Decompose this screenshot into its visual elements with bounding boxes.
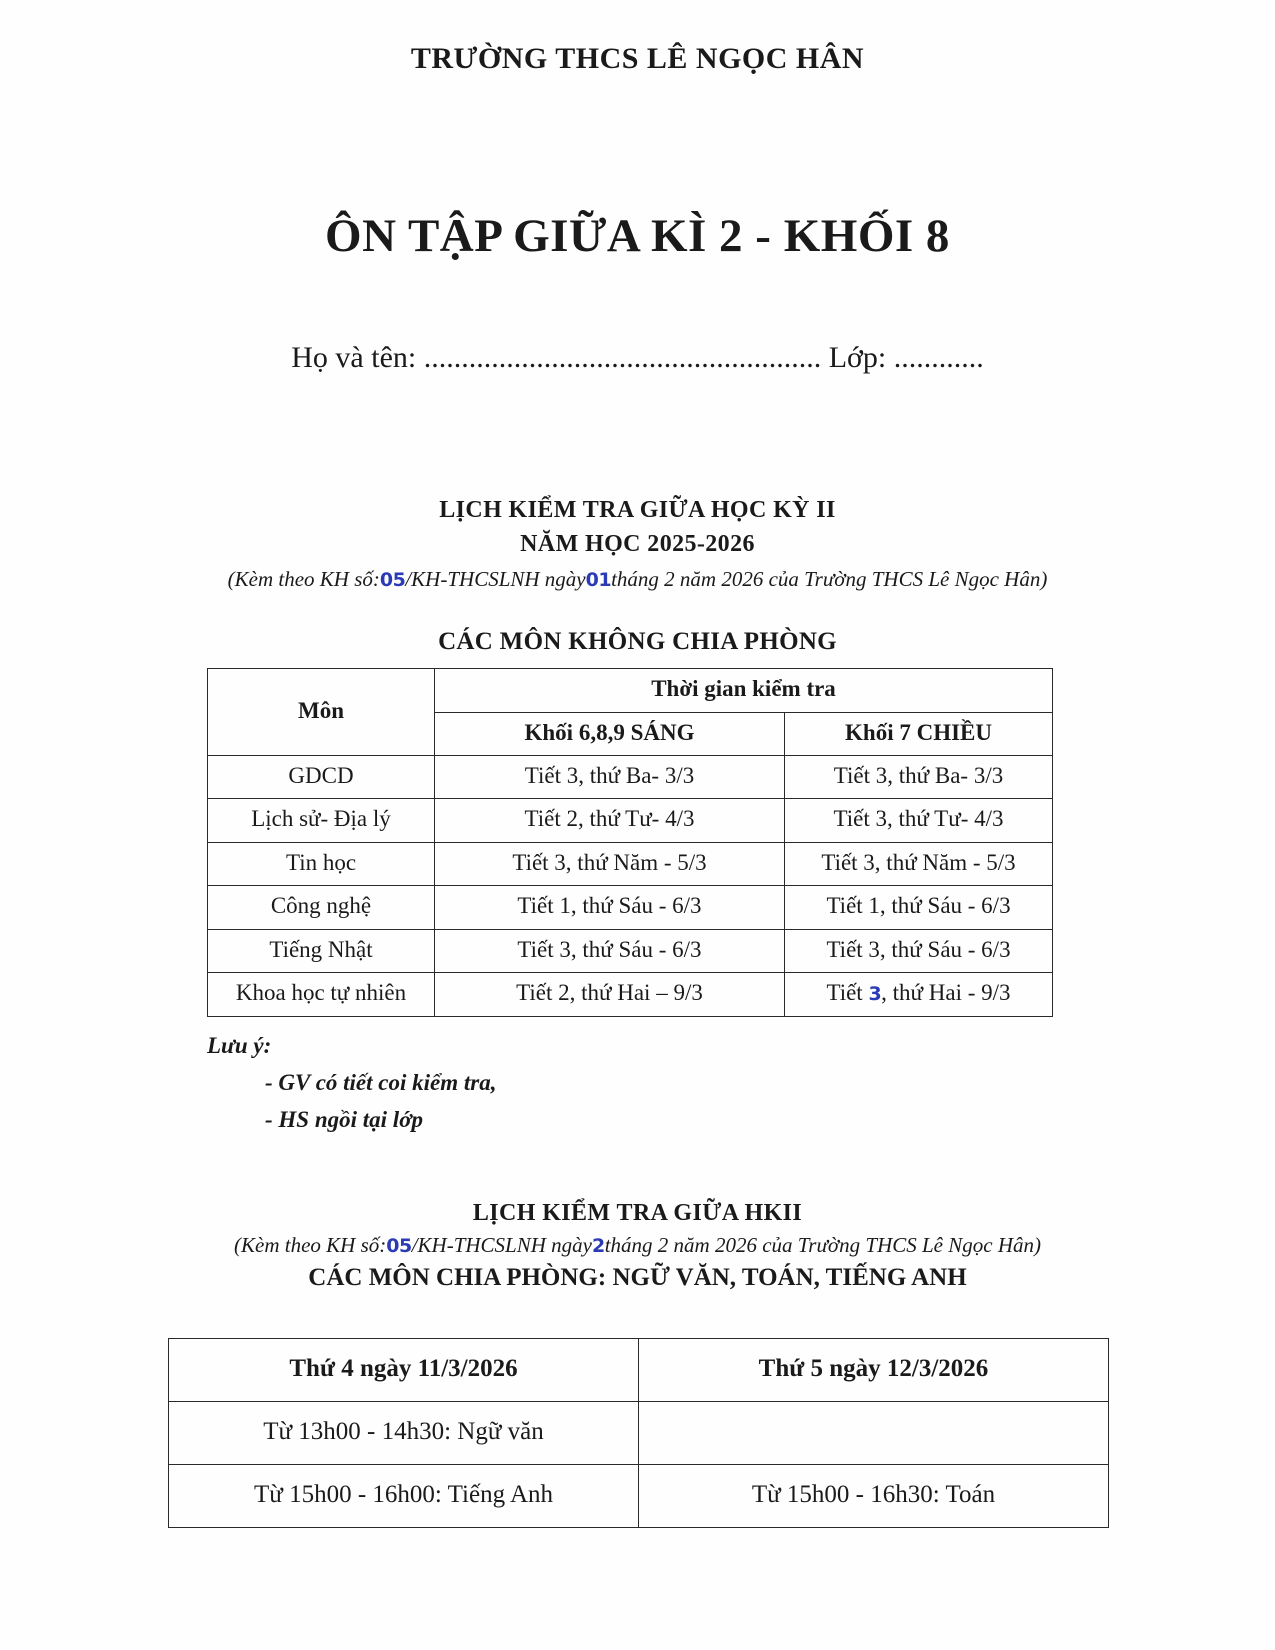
section-exam-schedule [0, 493, 1275, 1138]
no-room-split-table [207, 668, 1053, 1017]
cell-afternoon: Tiết 3, thứ Năm - 5/3 [785, 842, 1053, 885]
table-row [208, 756, 1053, 799]
cell-subject: Tiếng Nhật [208, 929, 435, 972]
cell-afternoon: Tiết 1, thứ Sáu - 6/3 [785, 886, 1053, 929]
cell-afternoon-prefix: Tiết [826, 980, 863, 1006]
table-header-row [169, 1339, 1109, 1402]
handwritten-plan-number: 05 [379, 569, 406, 592]
cell-day-2: Từ 15h00 - 16h30: Toán [639, 1465, 1109, 1528]
notes-block [207, 1027, 1275, 1139]
cell-afternoon: Tiết 3, thứ Tư- 4/3 [785, 799, 1053, 842]
subsection-title-room-split: CÁC MÔN CHIA PHÒNG: NGỮ VĂN, TOÁN, TIẾNG ANH [308, 1264, 967, 1292]
subsection-title-no-room-split: CÁC MÔN KHÔNG CHIA PHÒNG [438, 628, 837, 656]
cell-afternoon: Tiết 3, thứ Ba- 3/3 [785, 756, 1053, 799]
cell-morning: Tiết 2, thứ Tư- 4/3 [435, 799, 785, 842]
table-row [208, 973, 1053, 1016]
reference-middle: /KH-THCSLNH ngày [405, 567, 586, 592]
cell-morning: Tiết 2, thứ Hai – 9/3 [435, 973, 785, 1016]
reference-prefix: (Kèm theo KH số: [234, 1233, 387, 1258]
cell-morning: Tiết 3, thứ Sáu - 6/3 [435, 929, 785, 972]
section-room-split-schedule [0, 1200, 1275, 1528]
cell-day-1: Từ 15h00 - 16h00: Tiếng Anh [169, 1465, 639, 1528]
header-afternoon-grade: Khối 7 CHIỀU [785, 712, 1053, 755]
school-name: TRƯỜNG THCS LÊ NGỌC HÂN [410, 42, 865, 75]
reference-suffix: tháng 2 năm 2026 của Trường THCS Lê Ngọc Hân) [604, 1233, 1041, 1258]
handwritten-period-number: 3 [868, 983, 882, 1006]
table-header-row [208, 669, 1053, 712]
cell-day-2 [639, 1402, 1109, 1465]
handwritten-day-number: 2 [591, 1235, 605, 1258]
student-name-class-line: Họ và tên: ..................................................... Lớp: ............ [291, 341, 984, 374]
cell-afternoon-suffix: , thứ Hai - 9/3 [881, 980, 1011, 1006]
room-split-heading: LỊCH KIỂM TRA GIỮA HKII [472, 1200, 803, 1227]
schedule-heading-line2: NĂM HỌC 2025-2026 [520, 531, 755, 558]
table-row [169, 1465, 1109, 1528]
header-day-2: Thứ 5 ngày 12/3/2026 [639, 1339, 1109, 1402]
page-title: ÔN TẬP GIỮA KÌ 2 - KHỐI 8 [325, 210, 950, 262]
cell-afternoon-corrected [785, 973, 1053, 1016]
handwritten-plan-number: 05 [386, 1235, 412, 1258]
header-morning-grades: Khối 6,8,9 SÁNG [435, 712, 785, 755]
reference-middle: /KH-THCSLNH ngày [411, 1233, 592, 1258]
table-row [208, 886, 1053, 929]
handwritten-day-number: 01 [585, 569, 612, 592]
header-exam-time: Thời gian kiểm tra [435, 669, 1053, 712]
cell-subject: GDCD [208, 756, 435, 799]
note-item: - HS ngồi tại lớp [265, 1107, 424, 1133]
cell-afternoon: Tiết 3, thứ Sáu - 6/3 [785, 929, 1053, 972]
cell-morning: Tiết 1, thứ Sáu - 6/3 [435, 886, 785, 929]
cell-subject: Tin học [208, 842, 435, 885]
note-item: - GV có tiết coi kiểm tra, [265, 1069, 497, 1095]
table-row [208, 929, 1053, 972]
cell-morning: Tiết 3, thứ Ba- 3/3 [435, 756, 785, 799]
table-row [208, 842, 1053, 885]
table-row [208, 799, 1053, 842]
reference-prefix: (Kèm theo KH số: [227, 567, 380, 592]
cell-subject: Lịch sử- Địa lý [208, 799, 435, 842]
table-row [169, 1402, 1109, 1465]
schedule-reference-line [0, 567, 1275, 592]
cell-day-1: Từ 13h00 - 14h30: Ngữ văn [169, 1402, 639, 1465]
cell-subject: Khoa học tự nhiên [208, 973, 435, 1016]
schedule-heading-line1: LỊCH KIỂM TRA GIỮA HỌC KỲ II [439, 497, 836, 523]
cell-subject: Công nghệ [208, 886, 435, 929]
room-split-table [168, 1338, 1109, 1528]
reference-suffix: tháng 2 năm 2026 của Trường THCS Lê Ngọc Hân) [611, 567, 1048, 592]
header-day-1: Thứ 4 ngày 11/3/2026 [169, 1339, 639, 1402]
schedule-heading [0, 493, 1275, 561]
room-split-reference-line [0, 1233, 1275, 1258]
notes-label: Lưu ý: [207, 1032, 272, 1058]
header-subject: Môn [208, 669, 435, 756]
cell-morning: Tiết 3, thứ Năm - 5/3 [435, 842, 785, 885]
